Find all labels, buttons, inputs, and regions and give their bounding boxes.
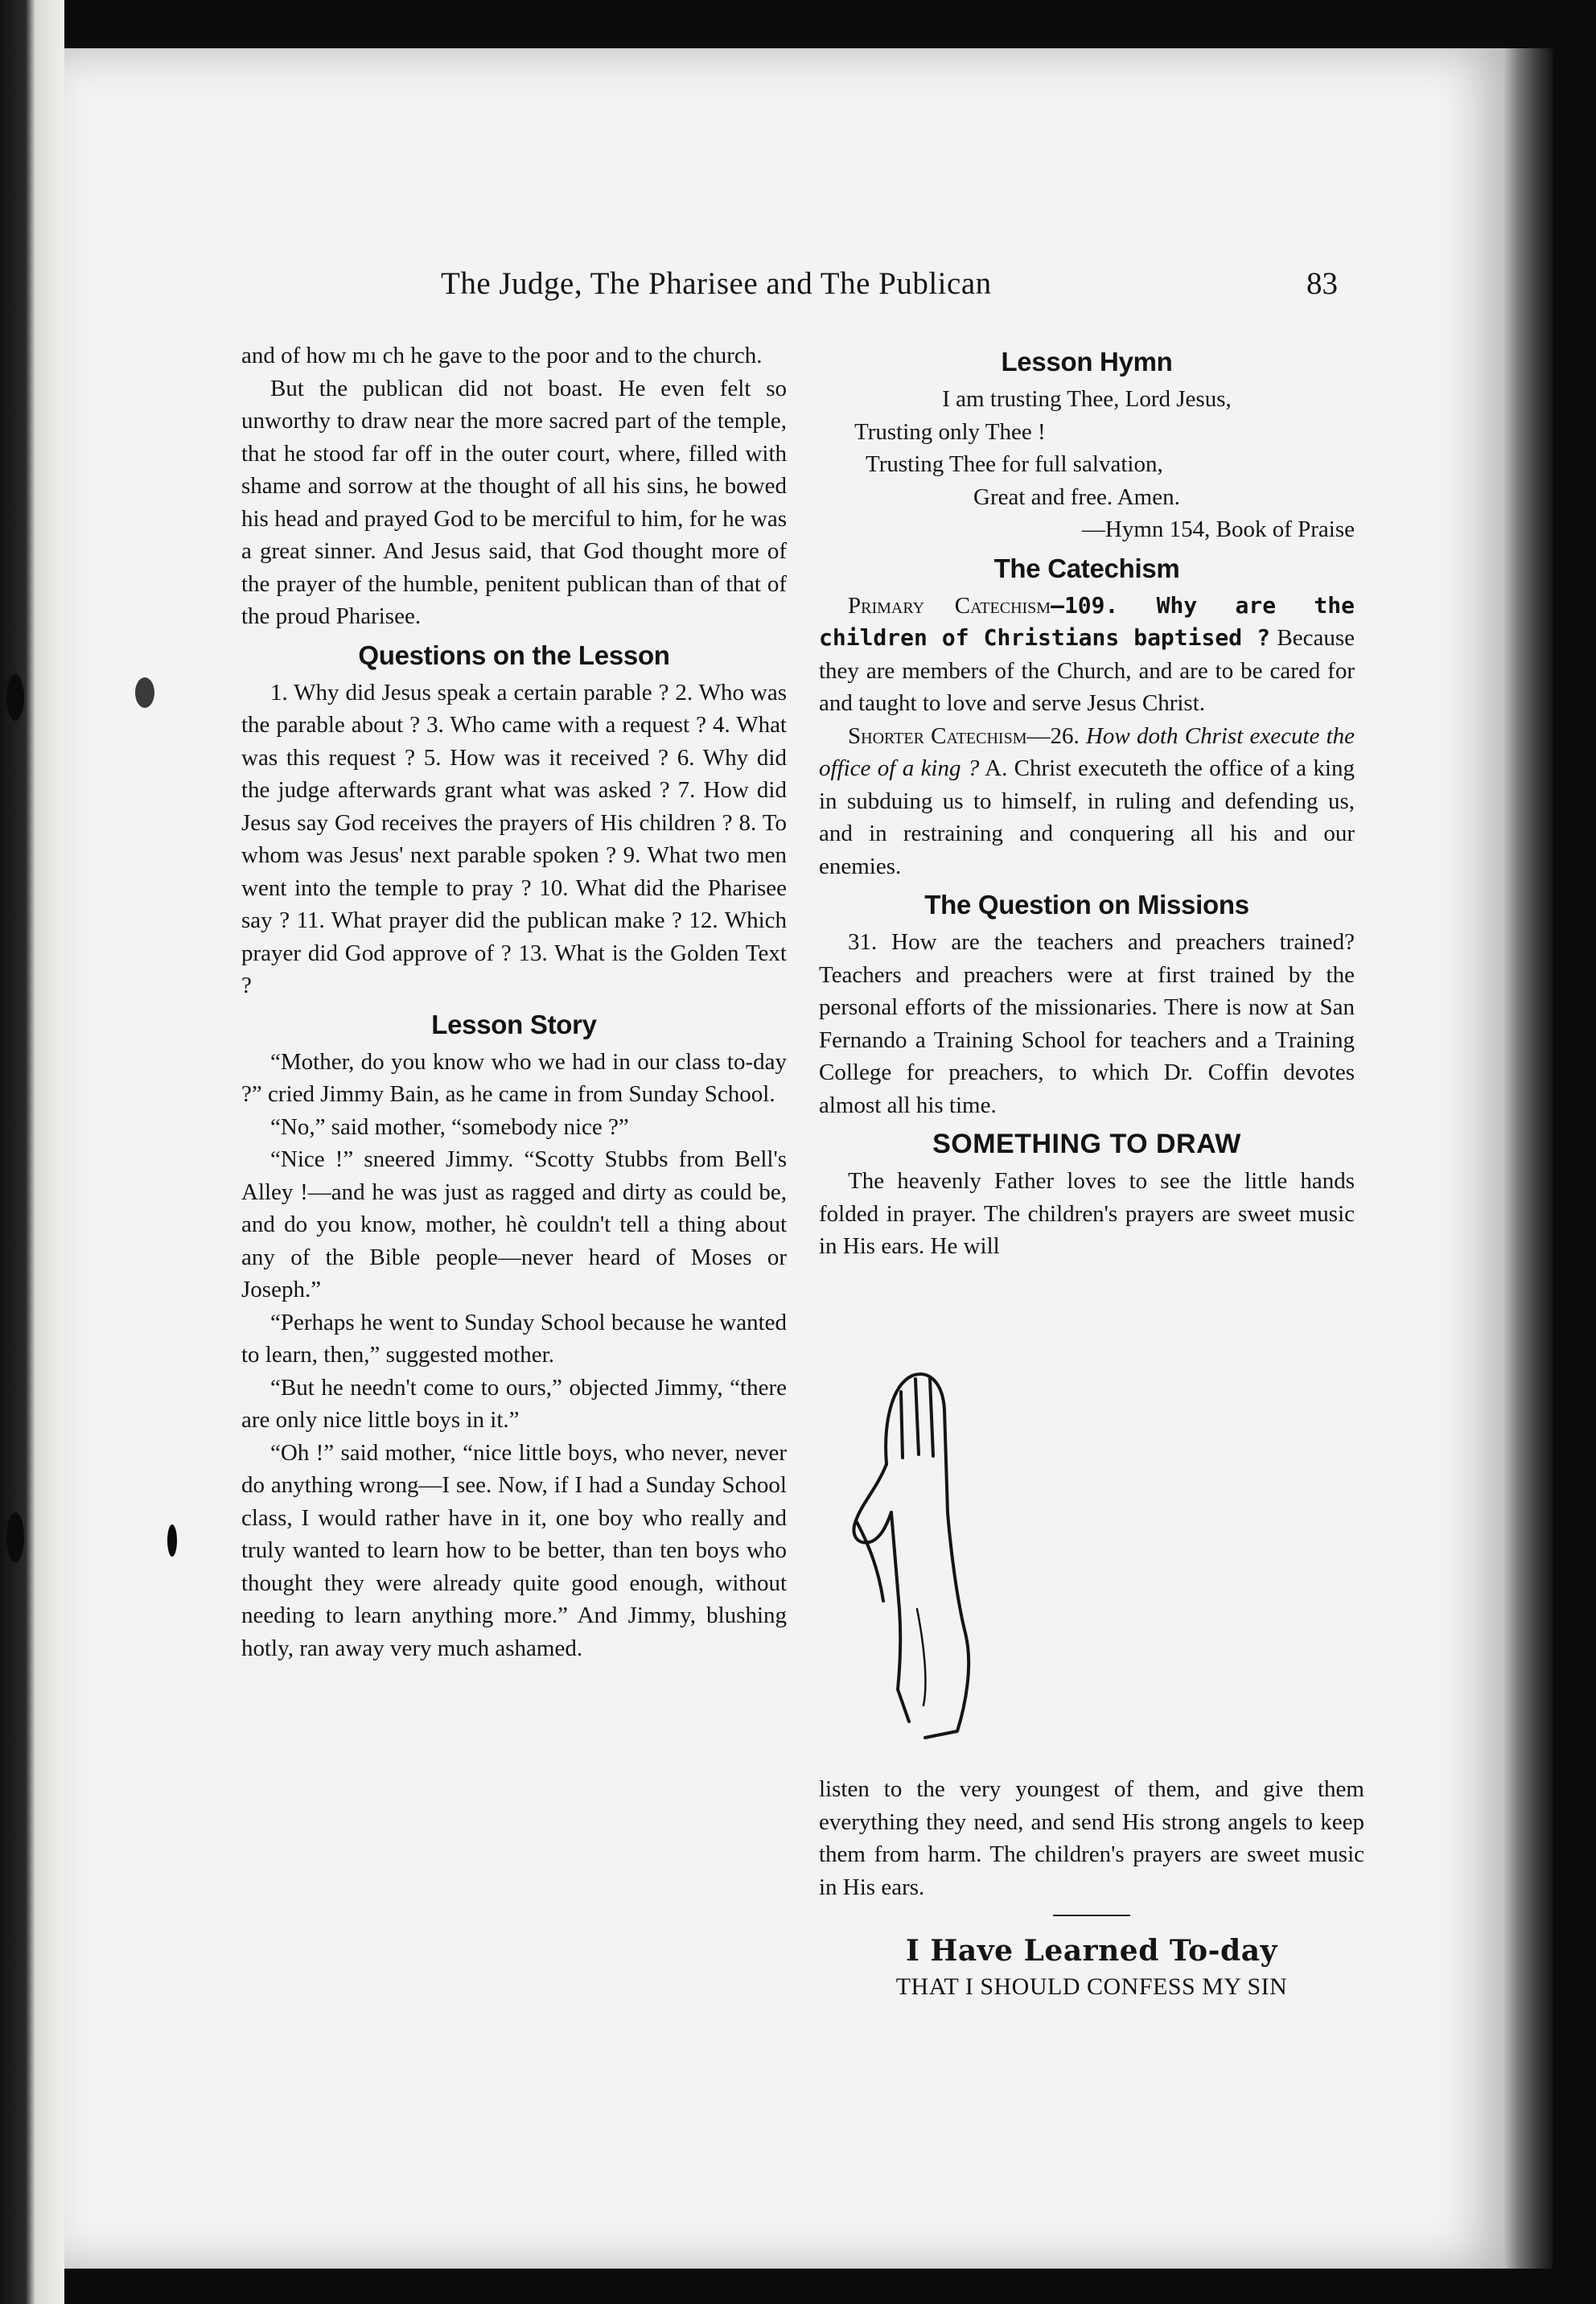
page-number: 83 xyxy=(1306,266,1338,301)
intro-paragraph-1: and of how mı ch he gave to the poor and to the church. xyxy=(241,343,763,368)
right-column-lower xyxy=(819,1773,1364,2004)
story-heading: Lesson Story xyxy=(431,1009,597,1039)
draw-text-bottom: listen to the very youngest of them, and give them everything they need, and send His strong angels to keep them from harm. The children's prayers are sweet music in His ears. xyxy=(819,1776,1364,1900)
hymn-line-1: I am trusting Thee, Lord Jesus, xyxy=(942,386,1232,412)
primary-catechism xyxy=(819,590,1355,720)
page-edge-stack xyxy=(1504,48,1553,2269)
story-paragraph-2: “No,” said mother, “somebody nice ?” xyxy=(270,1113,629,1140)
hymn-source: —Hymn 154, Book of Praise xyxy=(1081,516,1355,542)
hymn-line-4: Great and free. Amen. xyxy=(973,483,1180,510)
story-paragraph-3: “Nice !” sneered Jimmy. “Scotty Stubbs from Bell's Alley !—and he was just as ragged and dirty as could be, and do you know, mother, hè couldn't tell a thing about any of the Bible people—never heard of Moses or Joseph.” xyxy=(241,1146,787,1302)
binding-hole-top xyxy=(6,674,24,721)
learned-text: THAT I SHOULD CONFESS MY SIN xyxy=(895,1973,1288,2000)
running-head-title: The Judge, The Pharisee and The Publican xyxy=(441,266,992,301)
missions-text: 31. How are the teachers and preachers trained? Teachers and preachers were at first trained by the personal efforts of the missionaries. There is now at San Fernando a Training School for teachers and a Training College for preachers, to which Dr. Coffin devotes almost all his time. xyxy=(819,929,1355,1118)
intro-paragraph-2: But the publican did not boast. He even felt so unworthy to draw near the more sacred part of the temple, that he stood far off in the outer court, where, filled with shame and sorrow at the thought of all his sins, he bowed his head and prayed God to be merciful to him, for he was a great sinner. And Jesus said, that God thought more of the prayer of the humble, penitent publican than of that of the proud Pharisee. xyxy=(241,375,787,629)
primary-catechism-question: —109. Why are the children of Christians baptised ? xyxy=(819,591,1355,651)
left-column xyxy=(241,339,787,1664)
book-spine-shadow xyxy=(0,0,64,2304)
divider-rule xyxy=(1053,1915,1130,1916)
story-paragraph-4: “Perhaps he went to Sunday School because he wanted to learn, then,” suggested mother. xyxy=(241,1309,787,1368)
hymn-line-2: Trusting only Thee ! xyxy=(854,418,1046,445)
shorter-catechism-question: How doth Christ execute the office of a king ? xyxy=(819,722,1355,781)
story-paragraph-1: “Mother, do you know who we had in our class to-day ?” cried Jimmy Bain, as he came in from Sunday School. xyxy=(241,1048,787,1107)
shorter-catechism-answer: A. Christ executeth the office of a king in subduing us to himself, in ruling and defending us, and in restraining and conquering all his and our enemies. xyxy=(819,755,1355,879)
binding-hole-bottom xyxy=(6,1512,24,1562)
questions-text: 1. Why did Jesus speak a certain parable ? 2. Who was the parable about ? 3. Who came with a request ? 4. What was this request ? 5. How was it received ? 6. Why did the judge afterwards grant what was asked ? 7. How did Jesus say God receives the prayers of His children ? 8. To whom was Jesus' next parable spoken ? 9. What two men went into the temple to pray ? 10. What did the Pharisee say ? 11. What prayer did the publican make ? 12. Which prayer did God approve of ? 13. What is the Golden Text ? xyxy=(241,679,787,998)
praying-hands-illustration xyxy=(845,1368,989,1754)
right-column-upper xyxy=(819,339,1355,1263)
primary-catechism-answer: Because they are members of the Church, and are to be cared for and taught to love and serve Jesus Christ. xyxy=(819,625,1355,716)
learned-heading: I Have Learned To-day xyxy=(906,1934,1277,1968)
page-punch-hole-top xyxy=(135,677,154,708)
story-paragraph-6: “Oh !” said mother, “nice little boys, who never, never do anything wrong—I see. Now, if I had a Sunday School class, I would rather have in it, one boy who really and truly wanted to learn how to be better, than ten boys who thought they were already quite good enough, without needing to learn anything more.” And Jimmy, blushing hotly, ran away very much ashamed. xyxy=(241,1439,787,1661)
shorter-catechism-label: Shorter Catechism xyxy=(848,722,1027,749)
draw-heading: SOMETHING TO DRAW xyxy=(932,1129,1241,1159)
story-paragraph-5: “But he needn't come to ours,” objected Jimmy, “there are only nice little boys in it.” xyxy=(241,1374,787,1433)
shorter-catechism xyxy=(819,720,1355,883)
catechism-heading: The Catechism xyxy=(993,553,1180,583)
questions-heading: Questions on the Lesson xyxy=(358,640,670,670)
shorter-catechism-number: —26. xyxy=(1026,722,1080,749)
hymn-line-3: Trusting Thee for full salvation, xyxy=(866,451,1163,477)
primary-catechism-label: Primary Catechism xyxy=(848,592,1051,619)
hymn-heading: Lesson Hymn xyxy=(1001,347,1173,376)
page-punch-hole-bottom xyxy=(167,1524,177,1557)
missions-heading: The Question on Missions xyxy=(924,890,1249,920)
draw-text-top: The heavenly Father loves to see the little hands folded in prayer. The children's prayers are sweet music in His ears. He will xyxy=(819,1168,1355,1259)
